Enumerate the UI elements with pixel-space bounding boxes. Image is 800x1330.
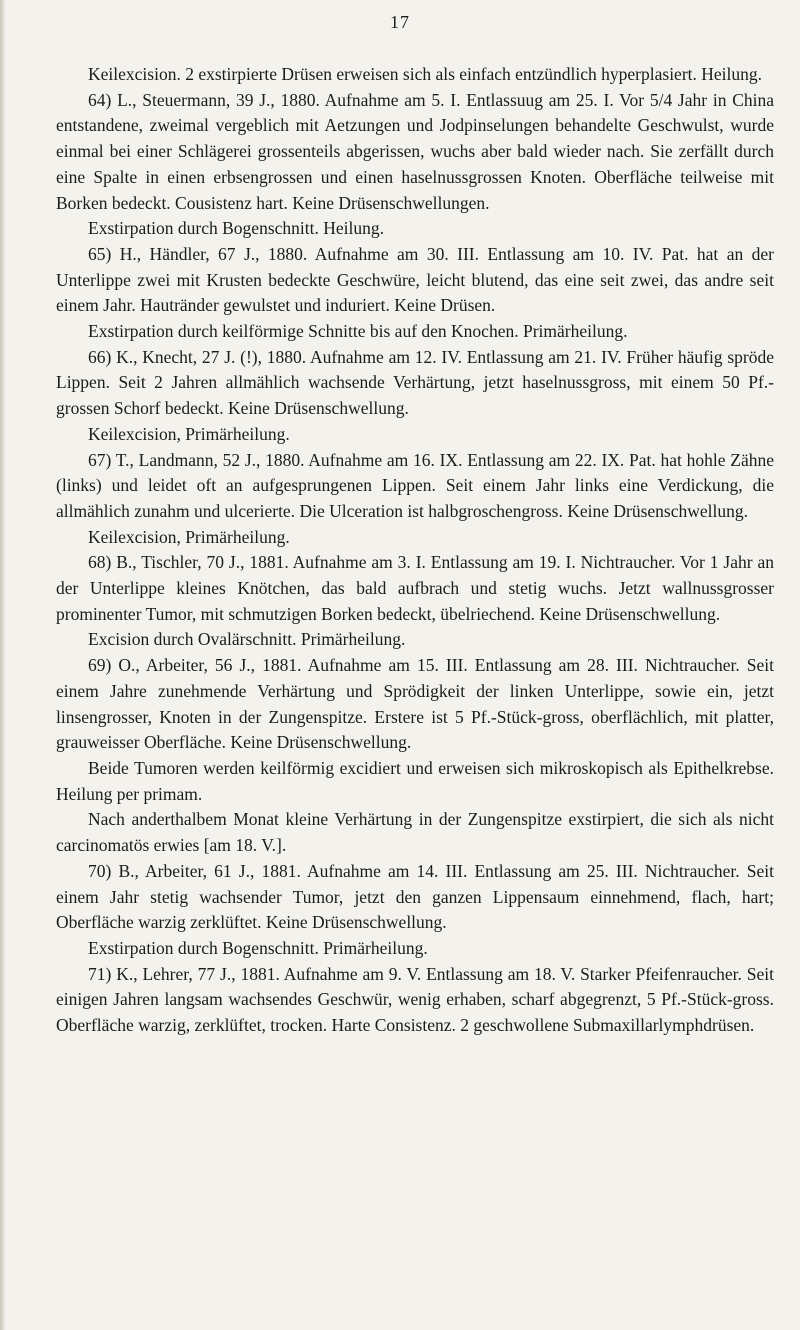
paragraph: 66) K., Knecht, 27 J. (!), 1880. Aufnahme am 12. IV. Entlassung am 21. IV. Früher häufig spröde Lippen. Seit 2 Jahren allmählich wachsende Verhärtung, jetzt haselnussgross, mit einem 50 Pf.-grossen Schorf bedeckt. Keine Drüsenschwellung.: [56, 346, 774, 419]
paragraph: Exstirpation durch keilförmige Schnitte bis auf den Knochen. Primärheilung.: [88, 321, 628, 342]
paragraph: Nach anderthalbem Monat kleine Verhärtung in der Zungenspitze exstirpiert, die sich als nicht carcinomatös erwies [am 18. V.].: [56, 809, 774, 856]
paragraph: 64) L., Steuermann, 39 J., 1880. Aufnahme am 5. I. Entlassuug am 25. I. Vor 5/4 Jahr in China entstandene, zweimal vergeblich mit Aetzungen und Jodpinselungen behandelte Geschwulst, wurde einmal bei einer Schlägerei grossenteils abgerissen, wuchs aber bald wieder nach. Sie zerfällt durch eine Spalte in einen erbsengrossen und einen haselnussgrossen Knoten. Oberfläche teilweise mit Borken bedeckt. Cousistenz hart. Keine Drüsenschwellungen.: [56, 89, 774, 213]
paragraph: 65) H., Händler, 67 J., 1880. Aufnahme am 30. III. Entlassung am 10. IV. Pat. hat an der Unterlippe zwei mit Krusten bedeckte Geschwüre, leicht blutend, das eine seit zwei, das andre seit einem Jahr. Hautränder gewulstet und induriert. Keine Drüsen.: [56, 243, 774, 316]
paragraph: Keilexcision, Primärheilung.: [88, 423, 290, 444]
page-edge-shadow: [0, 0, 6, 1330]
paragraph: Beide Tumoren werden keilförmig excidiert und erweisen sich mikroskopisch als Epithelkrebse. Heilung per primam.: [56, 757, 774, 804]
paragraph: 69) O., Arbeiter, 56 J., 1881. Aufnahme am 15. III. Entlassung am 28. III. Nichtraucher. Seit einem Jahre zunehmende Verhärtung und Sprödigkeit der linken Unterlippe, sowie ein, jetzt linsengrosser, Knoten in der Zungenspitze. Erstere ist 5 Pf.-Stück-gross, oberflächlich, mit platter, grauweisser Oberfläche. Keine Drüsenschwellung.: [56, 655, 774, 753]
page-number: 17: [390, 12, 410, 32]
paragraph: Keilexcision. 2 exstirpierte Drüsen erweisen sich als einfach entzündlich hyperplasiert. Heilung.: [88, 64, 763, 84]
paragraph: Keilexcision, Primärheilung.: [88, 526, 290, 547]
body-text: [56, 62, 774, 1039]
paragraph: 70) B., Arbeiter, 61 J., 1881. Aufnahme am 14. III. Entlassung am 25. III. Nichtraucher. Seit einem Jahr stetig wachsender Tumor, jetzt den ganzen Lippensaum einnehmend, flach, hart; Oberfläche warzig zerklüftet. Keine Drüsenschwellung.: [56, 860, 774, 933]
paragraph: 67) T., Landmann, 52 J., 1880. Aufnahme am 16. IX. Entlassung am 22. IX. Pat. hat hohle Zähne (links) und leidet oft an aufgesprungenen Lippen. Seit einem Jahr links eine Verdickung, die allmählich zunahm und ulcerierte. Die Ulceration ist halbgroschengross. Keine Drüsenschwellung.: [56, 449, 774, 521]
paragraph: Exstirpation durch Bogenschnitt. Heilung.: [88, 218, 384, 239]
paragraph: Excision durch Ovalärschnitt. Primärheilung.: [88, 629, 406, 650]
paragraph: 68) B., Tischler, 70 J., 1881. Aufnahme am 3. I. Entlassung am 19. I. Nichtraucher. Vor 1 Jahr an der Unterlippe kleines Knötchen, das bald aufbrach und stetig wuchs. Jetzt wallnussgrosser prominenter Tumor, mit schmutzigen Borken bedeckt, übelriechend. Keine Drüsenschwellung.: [56, 552, 774, 624]
paragraph: Exstirpation durch Bogenschnitt. Primärheilung.: [88, 937, 428, 958]
paragraph: 71) K., Lehrer, 77 J., 1881. Aufnahme am 9. V. Entlassung am 18. V. Starker Pfeifenraucher. Seit einigen Jahren langsam wachsendes Geschwür, wenig erhaben, scharf abgegrenzt, 5 Pf.-Stück-gross. Oberfläche warzig, zerklüftet, trocken. Harte Consistenz. 2 geschwollene Submaxillarlymphdrüsen.: [56, 963, 774, 1036]
